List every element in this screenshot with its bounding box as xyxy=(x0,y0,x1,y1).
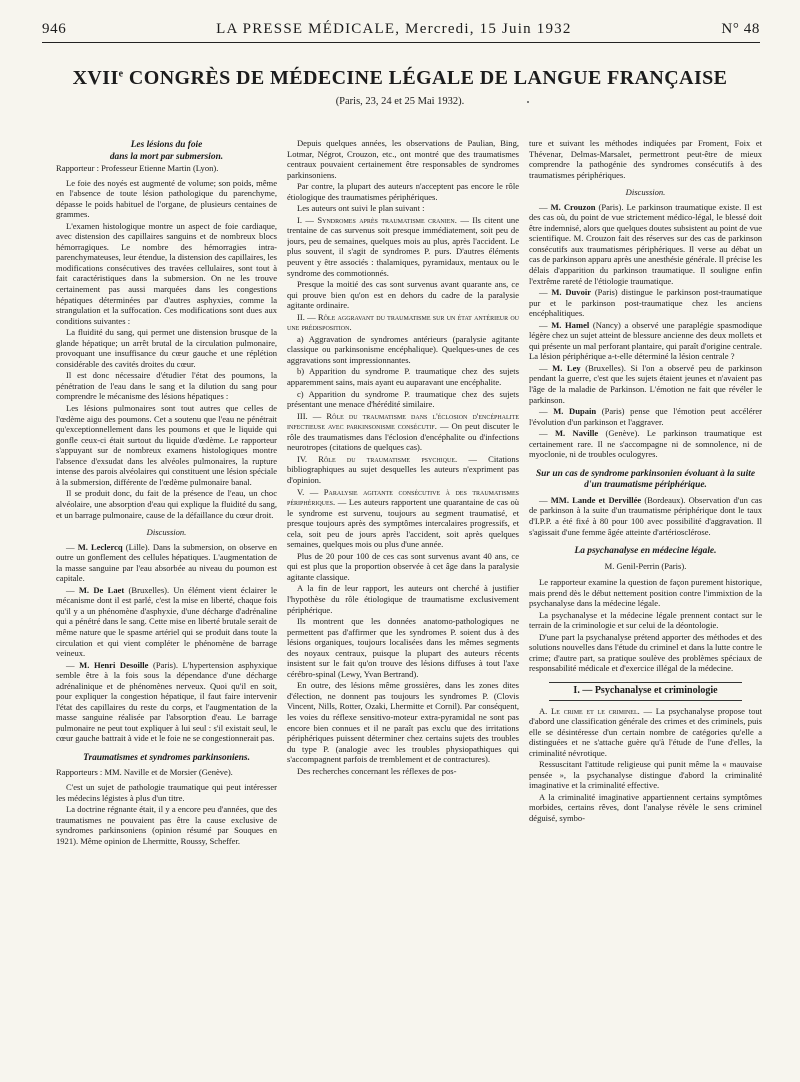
subsection-criminologie-title: I. — Psychanalyse et criminologie xyxy=(549,682,742,701)
part-4: IV. Rôle du traumatisme psychique. — Citations bibliographiques au sujet desquelles les auteurs n'expriment pas d'opinion. xyxy=(287,453,519,485)
speaker-remark: (Nancy) a observé une paraplégie spasmodique légère chez un sujet atteint de blessure ancienne des deux mollets et qui présente un mal perforant plantaire, qui paraît d'origine centrale. La lésion périphérique a-t-elle déterminé la lésion centrale ? xyxy=(529,319,762,362)
page-number: 946 xyxy=(42,21,67,37)
part-1: I. — Syndromes après traumatisme cranien. — Ils citent une trentaine de cas survenus soit presque immédiatement, soit peu de jours, peu de semaines, quelques mois au plus, après l'accident. Le plus souvent, il s'agit de syndromes P. purs. D'autres éléments peuvent y être associés : thalamiques, pyramidaux, mentaux ou le syndrome des commotionnés. xyxy=(287,214,519,278)
lande-dervillee-item: — MM. Lande et Dervillée (Bordeaux). Observation d'un cas de parkinson à la suite d'un traumatisme périphérique dont le taux d'I.P.P. a été fixé à 80 pour 100 avec possibilité d'aggravation. Il s'agissait d'une femme âgée atteinte d'artériosclérose. xyxy=(529,494,762,537)
body-paragraph: L'examen histologique montre un aspect de foie cardiaque, avec distension des capillaires sanguins et de nombreux blocs hémorragiques. Le nombre des hémorragies intra-parenchymateuses, leur étendue, la distension des capillaires, les modifications consécutives des travées cellulaires, sont tout à fait caractéristiques dans la submersion. On ne les trouve certainement pas aussi marquées dans les congestions hépatiques déterminées par d'autres asphyxies, comme la strangulation et la suffocation. Ces modifications sont dues aux conditions suivantes : xyxy=(56,220,277,326)
body-paragraph: A la criminalité imaginative appartiennent certains symptômes morbides, certains rêves, dont l'analyse révèle le sens criminel déguisé, symbo- xyxy=(529,791,762,824)
speaker-remark: (Paris). L'hypertension asphyxique semble être à la fois sous la dépendance d'une décharge adrénalinique et de phénomènes nerveux. Quoi qu'il en soit, pour expliquer la congestion hépatique, il faut faire intervenir l'état des capillaires du reste du corps, et l'augmentation de la masse sanguine réalisée par l'absorption d'eau. Le barrage pulmonaire ne peut tout expliquer à lui seul : s'il existait seul, le cœur gauche battrait à vide et le foie ne se congestionnerait pas. xyxy=(56,659,277,744)
body-paragraph: Plus de 20 pour 100 de ces cas sont survenus avant 40 ans, ce qui est plus que la proportion observée à cet âge dans la paralysie agitante classique. xyxy=(287,550,519,582)
discussion-item: — M. Leclercq (Lille). Dans la submersion, on observe en outre un gonflement des cellules hépatiques. L'augmentation de la masse sanguine par l'eau absorbée au niveau du poumon est capitale. xyxy=(56,541,277,584)
section-title-psychanalyse: La psychanalyse en médecine légale. xyxy=(574,546,717,557)
speaker-name: M. Ley xyxy=(552,362,581,373)
body-paragraph: Le foie des noyés est augmenté de volume; son poids, même en l'absence de toute lésion pathologique du parenchyme, dépasse le poids habituel de l'organe, de plusieurs centaines de grammes. xyxy=(56,177,277,220)
body-paragraph: En outre, des lésions même grossières, dans les zones dites d'élection, ne donnent pas toujours les syndromes P. (Clovis Vincent, Nills, Rotter, Ozaki, Lhermitte et Cornil). Par conséquent, les voies du réflexe sensitivo-moteur extra-pyramidal ne sont pas encore bien connues et il ne paraît pas exclu que des irritations périphériques puissent déterminer chez certains sujets des troubles du type P. (analogie avec les troubles physiopathiques qui s'accompagnent parfois de tremblement et de contractures). xyxy=(287,680,519,765)
discussion-item: — M. Ley (Bruxelles). Si l'on a observé peu de parkinson pendant la guerre, c'est que les sujets étaient jeunes et n'avaient pas l'âge de la maladie de Parkinson. L'émotion ne fait que révéler le parkinson. xyxy=(529,362,762,405)
list-item: c) Apparition du syndrome P. traumatique chez des sujets présentant une menace d'hérédité similaire. xyxy=(287,388,519,410)
section-foie-body xyxy=(56,178,277,521)
print-speck xyxy=(527,101,529,103)
body-paragraph: Il est donc nécessaire d'étudier l'état des poumons, la pénétration de l'eau dans le sang et la dilution du sang pour comprendre le mécanisme des lésions hépatiques : xyxy=(56,370,277,402)
congress-dates: (Paris, 23, 24 et 25 Mai 1932). xyxy=(335,96,465,107)
speaker-name: M. De Laet xyxy=(78,584,125,595)
body-paragraph: Par contre, la plupart des auteurs n'acceptent pas encore le rôle étiologique des traumatismes périphériques. xyxy=(287,181,519,202)
speaker-name: M. Dupain xyxy=(553,406,597,417)
discussion-item: — M. Hamel (Nancy) a observé une paraplégie spasmodique légère chez un sujet atteint de blessure ancienne des deux mollets et qui présente un mal perforant plantaire, qui paraît d'origine centrale. La lésion périphérique a-t-elle déterminé la lésion centrale ? xyxy=(529,319,762,362)
discussion-label: Discussion. xyxy=(146,527,187,538)
journal-title: LA PRESSE MÉDICALE, Mercredi, 15 Juin 1932 xyxy=(216,21,572,37)
speaker-remark: (Paris). Le parkinson traumatique existe. Il est des cas où, du point de vue strictement médico-légal, le blessé doit être indemnisé, alors que quelques doutes subsistent au point de vue scientifique. M. Crouzon fait des réserves sur des cas de parkinson consécutifs aux traumatismes périphériques. Il verse au débat un cas de parkinson apparu après une anesthésie générale. Il précise les délais d'apparition du parkinson traumatique. Il souligne enfin l'extrême rareté de l'étiologie traumatique. xyxy=(529,201,762,286)
speaker-remark: (Bruxelles). Si l'on a observé peu de parkinson pendant la guerre, c'est que les sujets étaient jeunes et n'avaient pas l'âge de la maladie de Parkinson. L'émotion ne fait que révéler le parkinson. xyxy=(529,362,762,405)
discussion-item: — M. Dupain (Paris) pense que l'émotion peut accélérer l'évolution d'un parkinson et l'aggraver. xyxy=(529,406,762,427)
body-paragraph: La doctrine régnante était, il y a encore peu d'années, que des traumatismes ne pouvaient pas être la cause exclusive de syndromes parkinsoniens (opinion résumé par Souques en 1921). Même opinion de Lhermitte, Roussy, Scheffer. xyxy=(56,804,277,846)
rapporteurs-line: Rapporteurs : MM. Naville et de Morsier (Genève). xyxy=(56,767,233,778)
discussion-list xyxy=(56,542,277,744)
discussion-item: — M. Henri Desoille (Paris). L'hypertension asphyxique semble être à la fois sous la dépendance d'une décharge adrénalinique et de phénomènes nerveux. Quoi qu'il en soit, pour expliquer la congestion hépatique, il faut faire intervenir l'état des capillaires du reste du corps, et l'augmentation de la masse sanguine réalisée par l'absorption d'eau. Le barrage pulmonaire ne peut tout expliquer à lui seul : s'il existait seul, le cœur gauche battrait à vide et le foie ne se congestionnerait pas. xyxy=(56,659,277,744)
speaker-name: M. Hamel xyxy=(551,319,590,330)
body-paragraph: D'une part la psychanalyse prétend apporter des méthodes et des solutions nouvelles dans l'étude du criminel et dans la lutte contre le crime; d'autre part, sa pratique soulève des problèmes spéciaux de responsabilité médicale et d'exercice illégal de la médecine. xyxy=(529,631,762,674)
body-paragraph: Les auteurs ont suivi le plan suivant : xyxy=(297,203,425,214)
part-3: III. — Rôle du traumatisme dans l'éclosion d'encéphalite infectieuse avec parkinsonisme consécutif. — On peut discuter le rôle des traumatismes dans l'éclosion d'encéphalite ou d'infections neurotropes (citations de quelques cas). xyxy=(287,410,519,453)
column-2 xyxy=(287,138,519,1068)
section-title-foie: Les lésions du foie dans la mort par submersion. xyxy=(109,140,224,162)
body-paragraph: C'est un sujet de pathologie traumatique qui peut intéresser les médecins légistes à plus d'un titre. xyxy=(56,782,277,803)
speaker-remark: (Bruxelles). Un élément vient éclairer le mécanisme dont il est parlé, c'est la mise en liberté, chaque fois qu'il y a un phénomène d'asphyxie, d'une décharge d'adrénaline qui a pénétré dans le sang. Cette mise en liberté brutale serait de même nature que le spasme artériel qui se produit dans toute la circulation et qui vient compléter le phénomène de barrage veineux. xyxy=(56,584,277,659)
part-1-p2: Presque la moitié des cas sont survenus avant quarante ans, ce qui prouve bien qu'on est en dehors du cadre de la paralysie agitante ordinaire. xyxy=(287,279,519,311)
part-a: A. Le crime et le criminel. — La psychanalyse propose tout d'abord une classification générale des crimes et des criminels, puis elle se désintéresse d'un certain nombre de catégories qu'elle a distinguées et ne s'attache guère qu'à l'étude de l'une d'elles, la criminalité névrotique. xyxy=(529,705,762,758)
running-header xyxy=(42,14,760,43)
body-paragraph: Depuis quelques années, les observations de Paulian, Bing, Lotmar, Négrot, Crouzon, etc., ont montré que des traumatismes centraux pouvaient certainement être responsables de syndromes parkinsoniens. xyxy=(287,138,519,180)
speaker-remark: (Paris) distingue le parkinson post-traumatique pur et le parkinson post-traumatique chez les anciens encéphalitiques. xyxy=(529,287,762,319)
column-3 xyxy=(529,138,762,1068)
discussion-label-2: Discussion. xyxy=(625,187,666,198)
part-5: V. — Paralysie agitante consécutive à des traumatismes périphériques. — Les auteurs rapportent une quarantaine de cas où le syndrome est survenu, toujours au segment traumatisé, et presque toujours après des symptômes intercalaires progressifs, et cela, soit peu de jours après l'accident, soit après quelques semaines, quelques mois ou plus d'une année. xyxy=(287,486,519,550)
body-paragraph: La fluidité du sang, qui permet une distension brusque de la glande hépatique; un arrêt brutal de la circulation pulmonaire, provoquant une insuffisance du cœur gauche et une réplétion considérable des cavités droites du cœur. xyxy=(56,327,277,369)
discussion-list-2 xyxy=(529,202,762,460)
part-a-body xyxy=(529,759,762,823)
discussion-item: — M. Naville (Genève). Le parkinson traumatique est certainement rare. Il ne s'accompagne ni de somnolence, ni de myoclonie, ni de troubles oculogyres. xyxy=(529,428,762,460)
part-2-items xyxy=(287,334,519,410)
part-2-head: II. — Rôle aggravant du traumatisme sur un état antérieur ou une prédisposition. xyxy=(287,311,519,333)
section-parkinson-body xyxy=(56,782,277,846)
part-5-body xyxy=(287,551,519,776)
psychanalyse-body xyxy=(529,577,762,674)
section-author: M. Genil-Perrin (Paris). xyxy=(604,560,687,571)
body-paragraph: La psychanalyse et la médecine légale prennent contact sur le terrain de la criminologie et sur celui de la déontologie. xyxy=(529,609,762,631)
body-paragraph: A la fin de leur rapport, les auteurs ont cherché à justifier l'hypothèse du rôle étiologique de traumatisme exclusivement périphérique. xyxy=(287,583,519,615)
body-paragraph: Le rapporteur examine la question de façon purement historique, mais prend dès le début nettement position contre l'immixtion de la psychanalyse dans la médecine légale. xyxy=(529,577,762,609)
speaker-name: M. Henri Desoille xyxy=(79,659,149,670)
section-title-parkinson: Traumatismes et syndromes parkinsoniens. xyxy=(83,752,250,763)
rapporteur-line: Rapporteur : Professeur Etienne Martin (Lyon). xyxy=(56,163,219,173)
discussion-item: — M. De Laet (Bruxelles). Un élément vient éclairer le mécanisme dont il est parlé, c'est la mise en liberté, chaque fois qu'il y a un phénomène d'asphyxie, d'une décharge d'adrénaline qui a pénétré dans le sang. Cette mise en liberté brutale serait de même nature que le spasme artériel qui se produit dans toute la circulation et qui vient compléter le phénomène de barrage veineux. xyxy=(56,584,277,659)
list-item: a) Aggravation de syndromes antérieurs (paralysie agitante classique ou parkinsonisme encéphalique). Quelques-unes de ces aggravations sont impressionnantes. xyxy=(287,333,519,365)
issue-number: N° 48 xyxy=(721,21,760,37)
continued-paragraph: ture et suivant les méthodes indiquées par Froment, Foix et Thévenar, Delmas-Marsalet, permettront peut-être de mieux comprendre la pathogénie des syndromes consécutifs à des traumatismes périphériques. xyxy=(529,138,762,180)
list-item: b) Apparition du syndrome P. traumatique chez des sujets apparemment sains, mais ayant eu auparavant une encéphalite. xyxy=(287,366,519,388)
speaker-name: M. Leclercq xyxy=(77,541,123,552)
body-paragraph: Ils montrent que les données anatomo-pathologiques ne permettent pas d'affirmer que les syndromes P. soient dus à des lésions organiques, toujours localisées dans les mêmes segments des noyaux centraux, puisque la plupart des auteurs récents insistent sur le fait qu'on trouve des lésions diffuses à tout l'axe cérébro-spinal (Lewy, Yvan Bertrand). xyxy=(287,616,519,679)
body-paragraph: Des recherches concernant les réflexes de pos- xyxy=(297,765,457,776)
speaker-remark: (Lille). Dans la submersion, on observe en outre un gonflement des cellules hépatiques. L'augmentation de la masse sanguine par l'eau absorbée au niveau du poumon est capitale. xyxy=(56,541,277,584)
speaker-name: M. Crouzon xyxy=(550,201,596,212)
speaker-name: M. Naville xyxy=(554,428,599,439)
speaker-remark: (Paris) pense que l'émotion peut accélérer l'évolution d'un parkinson et l'aggraver. xyxy=(529,406,762,427)
speaker-name: M. Duvoir xyxy=(551,287,592,298)
section-title-cas-parkinsonien: Sur un cas de syndrome parkinsonien évoluant à la suite d'un traumatisme périphérique. xyxy=(535,468,756,491)
congress-title: XVIIe CONGRÈS DE MÉDECINE LÉGALE DE LANGUE FRANÇAISE xyxy=(72,67,728,89)
column-1 xyxy=(56,138,277,1068)
speaker-remark: (Genève). Le parkinson traumatique est certainement rare. Il ne s'accompagne ni de somnolence, ni de myoclonie, ni de troubles oculogyres. xyxy=(529,428,762,460)
body-paragraph: Il se produit donc, du fait de la présence de l'eau, un choc alvéolaire, une absorption d'eau qui explique la fluidité du sang, et un barrage pulmonaire, cause de la défaillance du cœur droit. xyxy=(56,488,277,520)
body-paragraph: Ressuscitant l'attitude religieuse qui punit même la « mauvaise pensée », la psychanalyse distingue d'abord la criminalité imaginative et la criminalité effective. xyxy=(529,759,762,791)
discussion-item: — M. Duvoir (Paris) distingue le parkinson post-traumatique pur et le parkinson post-traumatique chez les anciens encéphalitiques. xyxy=(529,287,762,319)
discussion-item: — M. Crouzon (Paris). Le parkinson traumatique existe. Il est des cas où, du point de vue strictement médico-légal, le blessé doit être indemnisé, alors que quelques doutes subsistent au point de vue scientifique. M. Crouzon fait des réserves sur des cas de parkinson consécutifs aux traumatismes périphériques. Il verse au débat un cas de parkinson apparu après une anesthésie générale. Il précise les délais d'apparition du parkinson traumatique. Il souligne enfin l'extrême rareté de l'étiologie traumatique. xyxy=(529,201,762,286)
body-paragraph: Les lésions pulmonaires sont tout autres que celles de l'œdème aigu des poumons. Cet a soutenu que l'eau ne pénétrait qu'exceptionnellement dans les poumons et que le liquide qui gonfle ceux-ci était surtout du liquide d'œdème. Le rapporteur s'appuyant sur de nombreux examens histologiques montre l'absence d'exsudat dans les alvéoles pulmonaires, la rupture intense des parois alvéolaires qui constituent une lésion spéciale à la submersion, différente de l'œdème pulmonaire banal. xyxy=(56,403,277,487)
parkinson-intro xyxy=(287,138,519,214)
